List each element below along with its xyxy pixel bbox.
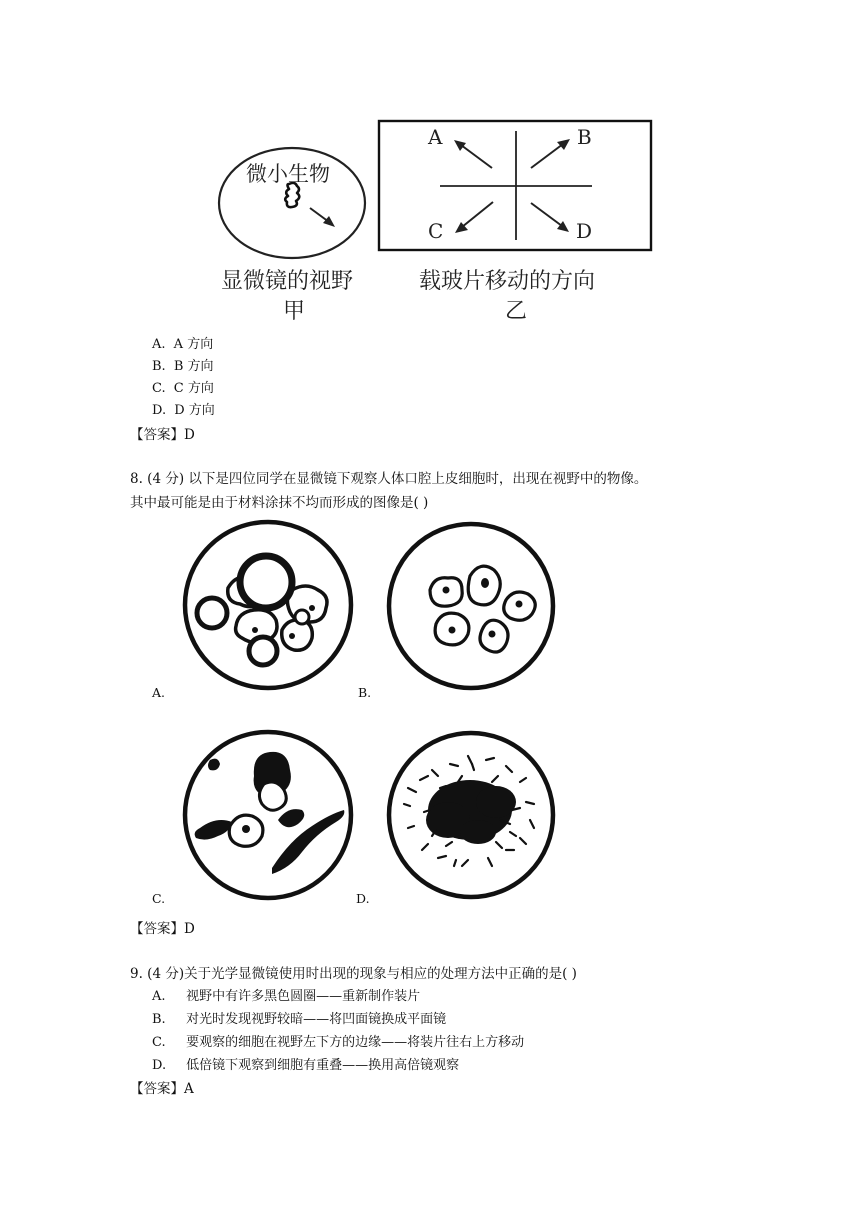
q9-option-b — [152, 1008, 446, 1027]
q8-answer: 【答案】D — [130, 921, 195, 937]
micrograph-c — [185, 732, 351, 898]
direction-label-a: A — [428, 125, 443, 149]
q8-stem-line2: 其中最可能是由于材料涂抹不均而形成的图像是( ) — [130, 495, 429, 511]
q7-option-b — [152, 355, 214, 374]
right-caption-line2: 乙 — [505, 299, 528, 324]
q9-option-c — [152, 1031, 524, 1050]
micrograph-b — [389, 524, 553, 688]
field-label: 微小生物 — [246, 162, 330, 186]
q9-option-a — [152, 985, 420, 1004]
q9-stem: 9. (4 分)关于光学显微镜使用时出现的现象与相应的处理方法中正确的是( ) — [130, 966, 577, 982]
q7-option-d — [152, 399, 215, 418]
micrograph-label-d: D. — [356, 891, 370, 906]
q8-stem-line1: 8. (4 分) 以下是四位同学在显微镜下观察人体口腔上皮细胞时，出现在视野中的物像。 — [130, 471, 648, 487]
option-text: 低倍镜下观察到细胞有重叠——换用高倍镜观察 — [186, 1058, 460, 1073]
micrograph-a — [185, 522, 351, 688]
option-text: B 方向 — [173, 359, 214, 374]
option-text: 对光时发现视野较暗——将凹面镜换成平面镜 — [186, 1012, 447, 1027]
micrograph-label-a: A. — [152, 685, 166, 700]
option-letter: B. — [152, 359, 166, 374]
option-letter: C. — [152, 381, 166, 396]
q7-answer: 【答案】D — [130, 427, 195, 443]
option-letter: A. — [152, 989, 166, 1004]
left-caption-line2: 甲 — [283, 299, 306, 324]
micrograph-label-c: C. — [152, 891, 166, 906]
option-text: D 方向 — [174, 403, 215, 418]
left-caption-line1: 显微镜的视野 — [221, 269, 354, 294]
q9-option-d — [152, 1054, 459, 1073]
option-letter: A. — [152, 337, 166, 352]
option-letter: D. — [152, 1058, 167, 1073]
option-text: 视野中有许多黑色圆圈——重新制作装片 — [186, 989, 421, 1004]
option-letter: C. — [152, 1035, 166, 1050]
direction-label-b: B — [577, 125, 592, 149]
direction-label-c: C — [428, 219, 444, 243]
option-text: 要观察的细胞在视野左下方的边缘——将装片往右上方移动 — [186, 1035, 525, 1050]
q9-answer: 【答案】A — [130, 1081, 194, 1097]
q7-option-a — [152, 333, 213, 352]
micrograph-label-b: B. — [358, 685, 372, 700]
option-letter: B. — [152, 1012, 166, 1027]
right-caption-line1: 载玻片移动的方向 — [419, 269, 596, 294]
direction-label-d: D — [576, 219, 593, 243]
option-text: A 方向 — [173, 337, 214, 352]
option-letter: D. — [152, 403, 167, 418]
q7-option-c — [152, 377, 214, 396]
option-text: C 方向 — [173, 381, 214, 396]
q8-micrographs — [0, 520, 860, 940]
micrograph-d — [389, 733, 553, 897]
